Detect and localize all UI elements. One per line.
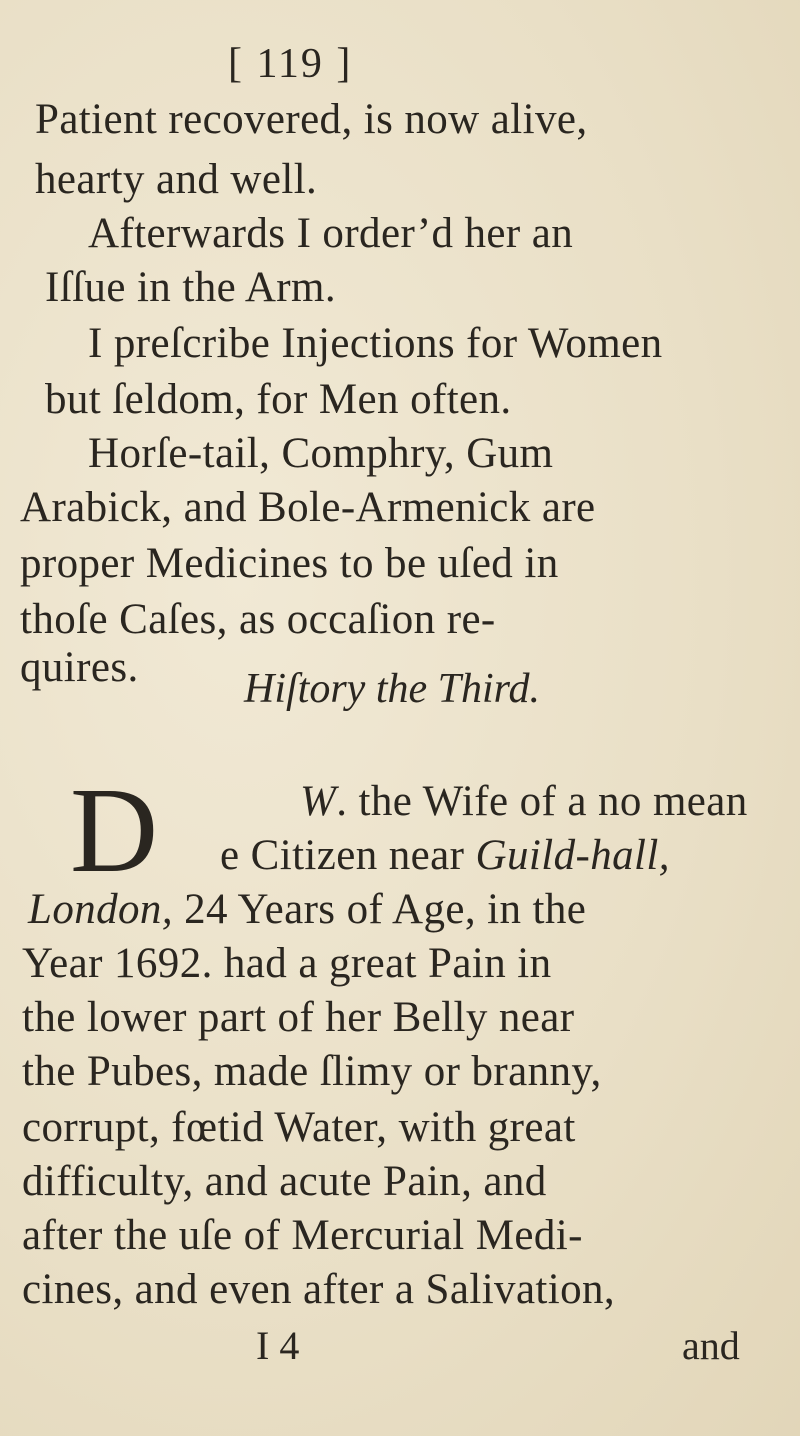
text-line: cines, and even after a Salivation, — [22, 1266, 616, 1313]
patient-initial: W — [300, 778, 337, 825]
page-number: [ 119 ] — [228, 41, 353, 87]
text-line: Horſe-tail, Comphry, Gum — [88, 430, 554, 477]
place-name: London, — [28, 886, 173, 933]
text-line: the Pubes, made ſlimy or branny, — [22, 1048, 602, 1095]
text-line: I preſcribe Injections for Women — [88, 320, 663, 367]
text-line: Arabick, and Bole-Armenick are — [20, 484, 596, 531]
text-line: Year 1692. had a great Pain in — [22, 940, 552, 987]
text-span: 24 Years of Age, in the — [172, 886, 587, 933]
text-line: the lower part of her Belly near — [22, 994, 575, 1041]
text-line: but ſeldom, for Men often. — [45, 376, 512, 423]
text-line: hearty and well. — [35, 156, 318, 203]
signature-mark: I 4 — [256, 1323, 300, 1368]
text-line — [28, 888, 586, 931]
text-line — [220, 834, 670, 877]
section-heading: Hiſtory the Third. — [244, 666, 540, 712]
text-line: Afterwards I order’d her an — [88, 210, 574, 257]
text-span: e Citizen near — [220, 832, 465, 879]
text-line — [300, 780, 748, 823]
text-line: after the uſe of Mercurial Medi- — [22, 1212, 583, 1259]
text-span: . the Wife of a no mean — [336, 778, 748, 825]
text-line: Patient recovered, is now alive, — [35, 96, 588, 143]
catchword: and — [682, 1323, 740, 1368]
place-name: Guild-hall, — [475, 832, 670, 879]
text-line: corrupt, fœtid Water, with great — [22, 1104, 576, 1151]
text-line: thoſe Caſes, as occaſion re- — [20, 596, 496, 643]
text-line: proper Medicines to be uſed in — [20, 540, 559, 587]
text-line: quires. — [20, 644, 139, 691]
text-line: Iſſue in the Arm. — [45, 264, 337, 311]
text-line: difficulty, and acute Pain, and — [22, 1158, 547, 1205]
drop-cap: D — [70, 763, 159, 898]
